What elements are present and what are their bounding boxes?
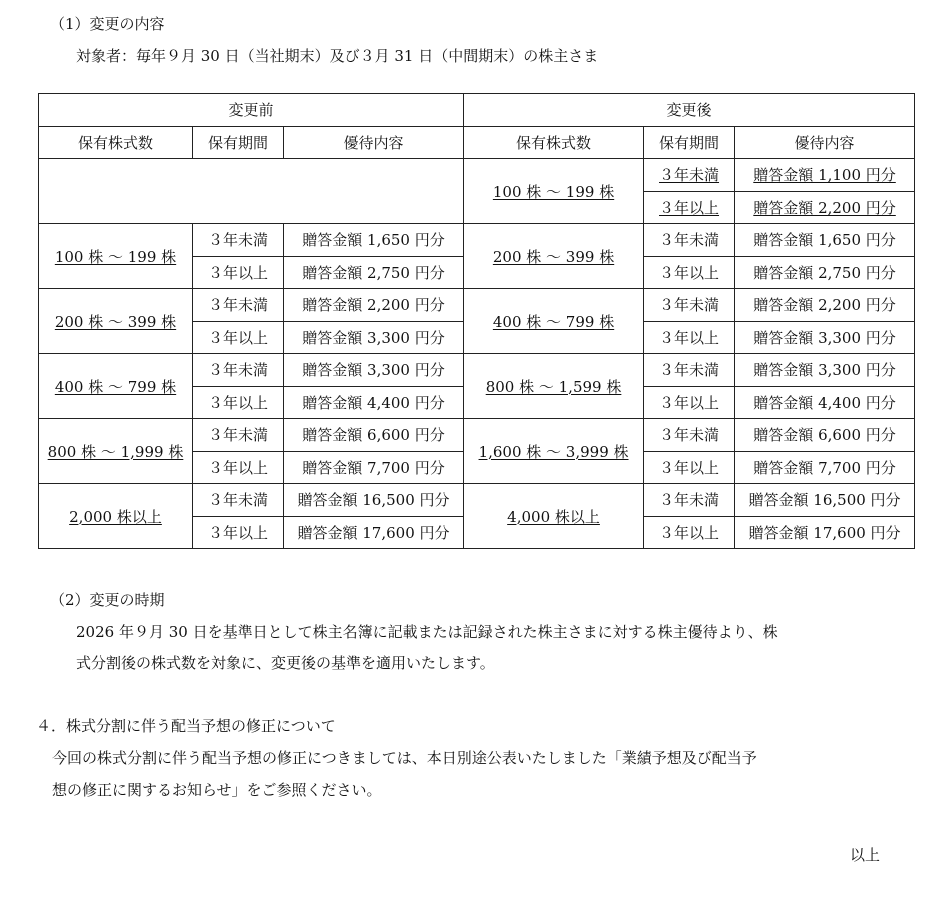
before-shares-cell: 100 株 ～ 199 株 <box>39 224 193 289</box>
after-period-cell: ３年以上 <box>644 451 735 484</box>
after-period-cell: ３年以上 <box>644 321 735 354</box>
new-tier-period: ３年未満 <box>644 159 735 192</box>
before-period-cell: ３年以上 <box>193 386 284 419</box>
section2-heading: （2）変更の時期 <box>50 591 165 609</box>
col-header-shares-after: 保有株式数 <box>464 126 644 159</box>
after-period-cell: ３年未満 <box>644 419 735 452</box>
empty-before-cell <box>39 159 464 224</box>
col-header-benefit-after: 優待内容 <box>735 126 915 159</box>
after-shares-cell: 400 株 ～ 799 株 <box>464 289 644 354</box>
after-benefit-cell: 贈答金額 2,750 円分 <box>735 256 915 289</box>
col-header-period-after: 保有期間 <box>644 126 735 159</box>
after-benefit-cell: 贈答金額 7,700 円分 <box>735 451 915 484</box>
benefit-change-table <box>38 93 915 549</box>
before-period-cell: ３年以上 <box>193 321 284 354</box>
before-period-cell: ３年未満 <box>193 419 284 452</box>
before-period-cell: ３年未満 <box>193 224 284 257</box>
before-benefit-cell: 贈答金額 3,300 円分 <box>284 321 464 354</box>
before-shares-cell: 800 株 ～ 1,999 株 <box>39 419 193 484</box>
before-period-cell: ３年以上 <box>193 516 284 549</box>
table-row <box>39 289 915 322</box>
before-shares-cell: 200 株 ～ 399 株 <box>39 289 193 354</box>
after-benefit-cell: 贈答金額 4,400 円分 <box>735 386 915 419</box>
new-tier-benefit: 贈答金額 2,200 円分 <box>735 191 915 224</box>
section2-text-line1: 2026 年９月 30 日を基準日として株主名簿に記載または記録された株主さまに対する株主優待より、株 <box>76 623 778 641</box>
before-period-cell: ３年未満 <box>193 289 284 322</box>
after-period-cell: ３年未満 <box>644 354 735 387</box>
col-header-period-before: 保有期間 <box>193 126 284 159</box>
before-period-cell: ３年未満 <box>193 354 284 387</box>
before-benefit-cell: 贈答金額 1,650 円分 <box>284 224 464 257</box>
after-shares-cell: 4,000 株以上 <box>464 484 644 549</box>
after-period-cell: ３年以上 <box>644 516 735 549</box>
after-period-cell: ３年以上 <box>644 386 735 419</box>
before-benefit-cell: 贈答金額 2,200 円分 <box>284 289 464 322</box>
after-period-cell: ３年未満 <box>644 484 735 517</box>
after-benefit-cell: 贈答金額 6,600 円分 <box>735 419 915 452</box>
after-shares-cell: 200 株 ～ 399 株 <box>464 224 644 289</box>
before-benefit-cell: 贈答金額 6,600 円分 <box>284 419 464 452</box>
after-period-cell: ３年未満 <box>644 224 735 257</box>
before-shares-cell: 400 株 ～ 799 株 <box>39 354 193 419</box>
col-header-shares-before: 保有株式数 <box>39 126 193 159</box>
after-benefit-cell: 贈答金額 16,500 円分 <box>735 484 915 517</box>
after-benefit-cell: 贈答金額 17,600 円分 <box>735 516 915 549</box>
table-row <box>39 354 915 387</box>
before-period-cell: ３年以上 <box>193 256 284 289</box>
section2-text-line2: 式分割後の株式数を対象に、変更後の基準を適用いたします。 <box>76 654 495 672</box>
closing-text: 以上 <box>850 846 881 864</box>
section4-heading: ４．株式分割に伴う配当予想の修正について <box>36 717 336 735</box>
after-benefit-cell: 贈答金額 1,650 円分 <box>735 224 915 257</box>
after-period-cell: ３年未満 <box>644 289 735 322</box>
section4-text-line2: 想の修正に関するお知らせ」をご参照ください。 <box>52 781 382 799</box>
section4-text-line1: 今回の株式分割に伴う配当予想の修正につきましては、本日別途公表いたしました「業績予想及び配当予 <box>52 749 757 767</box>
section1-heading: （1）変更の内容 <box>50 15 165 33</box>
before-shares-cell: 2,000 株以上 <box>39 484 193 549</box>
before-benefit-cell: 贈答金額 7,700 円分 <box>284 451 464 484</box>
header-before: 変更前 <box>39 94 464 127</box>
before-benefit-cell: 贈答金額 16,500 円分 <box>284 484 464 517</box>
after-period-cell: ３年以上 <box>644 256 735 289</box>
col-header-benefit-before: 優待内容 <box>284 126 464 159</box>
table-row <box>39 484 915 517</box>
after-benefit-cell: 贈答金額 3,300 円分 <box>735 321 915 354</box>
target-description: 対象者：毎年９月 30 日（当社期末）及び３月 31 日（中間期末）の株主さま <box>76 47 599 65</box>
table-row <box>39 224 915 257</box>
after-shares-cell: 800 株 ～ 1,599 株 <box>464 354 644 419</box>
before-period-cell: ３年未満 <box>193 484 284 517</box>
header-after: 変更後 <box>464 94 915 127</box>
new-tier-period: ３年以上 <box>644 191 735 224</box>
new-tier-shares: 100 株 ～ 199 株 <box>464 159 644 224</box>
table-row <box>39 419 915 452</box>
after-shares-cell: 1,600 株 ～ 3,999 株 <box>464 419 644 484</box>
before-benefit-cell: 贈答金額 4,400 円分 <box>284 386 464 419</box>
before-benefit-cell: 贈答金額 2,750 円分 <box>284 256 464 289</box>
after-benefit-cell: 贈答金額 3,300 円分 <box>735 354 915 387</box>
before-benefit-cell: 贈答金額 3,300 円分 <box>284 354 464 387</box>
after-benefit-cell: 贈答金額 2,200 円分 <box>735 289 915 322</box>
before-period-cell: ３年以上 <box>193 451 284 484</box>
before-benefit-cell: 贈答金額 17,600 円分 <box>284 516 464 549</box>
new-tier-benefit: 贈答金額 1,100 円分 <box>735 159 915 192</box>
